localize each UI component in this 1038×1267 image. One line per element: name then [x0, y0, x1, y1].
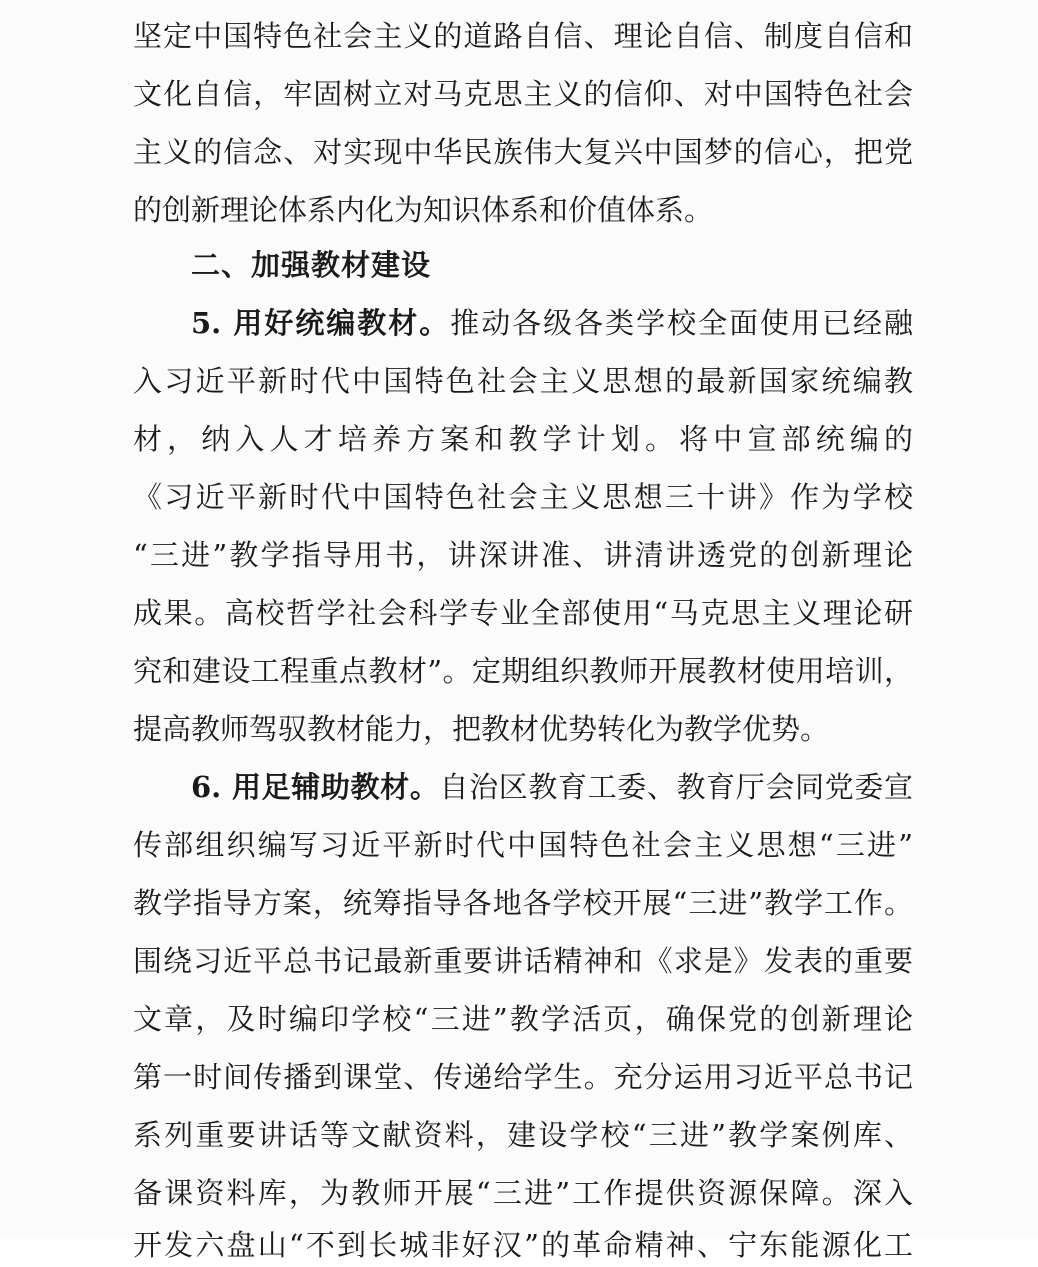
item5-line-8: 提高教师驾驭教材能力，把教材优势转化为教学优势。	[133, 712, 830, 746]
item5-line-7: 究和建设工程重点教材”。定期组织教师开展教材使用培训，	[133, 654, 913, 688]
section-heading: 二、加强教材建设	[191, 248, 432, 282]
intro-line-2: 文化自信，牢固树立对马克思主义的信仰、对中国特色社会	[133, 77, 913, 111]
item5-first-line-rest: 推动各级各类学校全面使用已经融	[450, 306, 913, 340]
item5-first-line	[191, 301, 913, 345]
item5-line-5: “三进”教学指导用书，讲深讲准、讲清讲透党的创新理论	[133, 538, 913, 572]
item5-line-3: 材，纳入人才培养方案和教学计划。将中宣部统编的	[133, 422, 913, 456]
item6-line-9: 开发六盘山“不到长城非好汉”的革命精神、宁东能源化工	[133, 1228, 913, 1262]
intro-line-4: 的创新理论体系内化为知识体系和价值体系。	[133, 193, 714, 227]
item5-lead: 5. 用好统编教材。	[191, 306, 451, 340]
intro-line-1: 坚定中国特色社会主义的道路自信、理论自信、制度自信和	[133, 19, 913, 53]
item6-lead: 6. 用足辅助教材。	[191, 770, 440, 804]
item5-line-6: 成果。高校哲学社会科学专业全部使用“马克思主义理论研	[133, 596, 913, 630]
item6-line-4: 围绕习近平总书记最新重要讲话精神和《求是》发表的重要	[133, 944, 913, 978]
item6-first-line	[191, 765, 913, 809]
intro-line-3: 主义的信念、对实现中华民族伟大复兴中国梦的信心，把党	[133, 135, 913, 169]
item6-line-3: 教学指导方案，统筹指导各地各学校开展“三进”教学工作。	[133, 886, 913, 920]
item6-line-7: 系列重要讲话等文献资料，建设学校“三进”教学案例库、	[133, 1118, 913, 1152]
item6-line-5: 文章，及时编印学校“三进”教学活页，确保党的创新理论	[133, 1002, 913, 1036]
item6-first-line-rest: 自治区教育工委、教育厅会同党委宣	[439, 770, 913, 804]
item6-line-8: 备课资料库，为教师开展“三进”工作提供资源保障。深入	[133, 1176, 913, 1210]
item5-line-4: 《习近平新时代中国特色社会主义思想三十讲》作为学校	[133, 480, 913, 514]
item6-line-6: 第一时间传播到课堂、传递给学生。充分运用习近平总书记	[133, 1060, 913, 1094]
item5-line-2: 入习近平新时代中国特色社会主义思想的最新国家统编教	[133, 364, 913, 398]
item6-line-2: 传部组织编写习近平新时代中国特色社会主义思想“三进”	[133, 828, 913, 862]
